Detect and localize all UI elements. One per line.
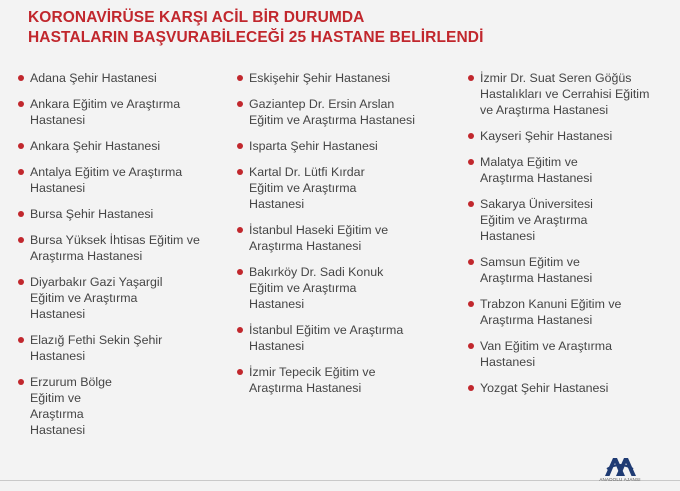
list-item <box>468 128 668 144</box>
list-item <box>237 264 452 312</box>
bullet-icon <box>237 143 243 149</box>
list-item <box>237 70 452 86</box>
hospital-name: Ankara Eğitim ve Araştırma Hastanesi <box>30 97 181 127</box>
list-item <box>237 322 452 354</box>
hospital-name: İzmir Tepecik Eğitim ve Araştırma Hastanesi <box>249 365 376 395</box>
bullet-icon <box>237 75 243 81</box>
list-item <box>468 196 668 244</box>
hospital-name: Kartal Dr. Lütfi Kırdar Eğitim ve Araştırma Hastanesi <box>249 165 365 211</box>
hospital-list-column-2 <box>237 70 452 406</box>
list-item <box>468 296 668 328</box>
bullet-icon <box>468 343 474 349</box>
bullet-icon <box>18 379 24 385</box>
list-item <box>18 374 223 438</box>
hospital-name: Van Eğitim ve Araştırma Hastanesi <box>480 339 612 369</box>
bullet-icon <box>18 279 24 285</box>
list-item <box>237 164 452 212</box>
bullet-icon <box>18 211 24 217</box>
list-item <box>237 222 452 254</box>
bullet-icon <box>237 327 243 333</box>
hospital-name: Erzurum Bölge Eğitim ve Araştırma Hastanesi <box>30 375 112 437</box>
list-item <box>468 254 668 286</box>
hospital-name: Antalya Eğitim ve Araştırma Hastanesi <box>30 165 183 195</box>
hospital-name: Ankara Şehir Hastanesi <box>30 139 161 153</box>
aa-logo-icon <box>603 455 637 477</box>
hospital-name: İstanbul Haseki Eğitim ve Araştırma Hastanesi <box>249 223 389 253</box>
hospital-name: Bakırköy Dr. Sadi Konuk Eğitim ve Araştırma Hastanesi <box>249 265 384 311</box>
bullet-icon <box>237 369 243 375</box>
hospital-name: Bursa Şehir Hastanesi <box>30 207 154 221</box>
bullet-icon <box>468 201 474 207</box>
hospital-name: Samsun Eğitim ve Araştırma Hastanesi <box>480 255 593 285</box>
hospital-name: Yozgat Şehir Hastanesi <box>480 381 609 395</box>
hospital-name: Malatya Eğitim ve Araştırma Hastanesi <box>480 155 593 185</box>
hospital-name: Trabzon Kanuni Eğitim ve Araştırma Hastanesi <box>480 297 622 327</box>
bullet-icon <box>18 237 24 243</box>
bullet-icon <box>468 159 474 165</box>
list-item <box>237 364 452 396</box>
title-line-1: KORONAVİRÜSE KARŞI ACİL BİR DURUMDA <box>28 9 365 26</box>
hospital-name: Isparta Şehir Hastanesi <box>249 139 378 153</box>
hospital-list-column-3 <box>468 70 668 406</box>
page-title <box>28 8 483 48</box>
hospital-name: Adana Şehir Hastanesi <box>30 71 157 85</box>
list-item <box>18 96 223 128</box>
list-item <box>468 338 668 370</box>
bullet-icon <box>237 227 243 233</box>
list-item <box>468 380 668 396</box>
list-item <box>18 206 223 222</box>
bullet-icon <box>468 75 474 81</box>
bullet-icon <box>18 75 24 81</box>
list-item <box>18 164 223 196</box>
hospital-name: Bursa Yüksek İhtisas Eğitim ve Araştırma Hastanesi <box>30 233 200 263</box>
bullet-icon <box>237 169 243 175</box>
anadolu-agency-logo <box>598 455 642 485</box>
bullet-icon <box>468 259 474 265</box>
list-item <box>18 274 223 322</box>
hospital-name: Gaziantep Dr. Ersin Arslan Eğitim ve Araştırma Hastanesi <box>249 97 415 127</box>
hospital-name: İstanbul Eğitim ve Araştırma Hastanesi <box>249 323 404 353</box>
hospital-name: Elazığ Fethi Sekin Şehir Hastanesi <box>30 333 163 363</box>
hospital-name: İzmir Dr. Suat Seren Göğüs Hastalıkları ve Cerrahisi Eğitim ve Araştırma Hastanesi <box>480 71 650 117</box>
hospital-name: Kayseri Şehir Hastanesi <box>480 129 613 143</box>
hospital-list-column-1 <box>18 70 223 448</box>
bullet-icon <box>237 101 243 107</box>
bullet-icon <box>468 385 474 391</box>
hospital-name: Eskişehir Şehir Hastanesi <box>249 71 391 85</box>
bullet-icon <box>468 301 474 307</box>
logo-caption: ANADOLU AJANSI <box>599 477 641 482</box>
bullet-icon <box>18 337 24 343</box>
list-item <box>237 96 452 128</box>
list-item <box>18 332 223 364</box>
bullet-icon <box>18 169 24 175</box>
list-item <box>18 70 223 86</box>
footer-divider <box>0 480 680 481</box>
bullet-icon <box>468 133 474 139</box>
bullet-icon <box>18 143 24 149</box>
title-line-2: HASTALARIN BAŞVURABİLECEĞİ 25 HASTANE BELİRLENDİ <box>28 29 484 46</box>
list-item <box>468 154 668 186</box>
hospital-name: Diyarbakır Gazi Yaşargil Eğitim ve Araştırma Hastanesi <box>30 275 163 321</box>
list-item <box>237 138 452 154</box>
hospital-name: Sakarya Üniversitesi Eğitim ve Araştırma Hastanesi <box>480 197 593 243</box>
list-item <box>468 70 668 118</box>
list-item <box>18 232 223 264</box>
bullet-icon <box>18 101 24 107</box>
bullet-icon <box>237 269 243 275</box>
list-item <box>18 138 223 154</box>
